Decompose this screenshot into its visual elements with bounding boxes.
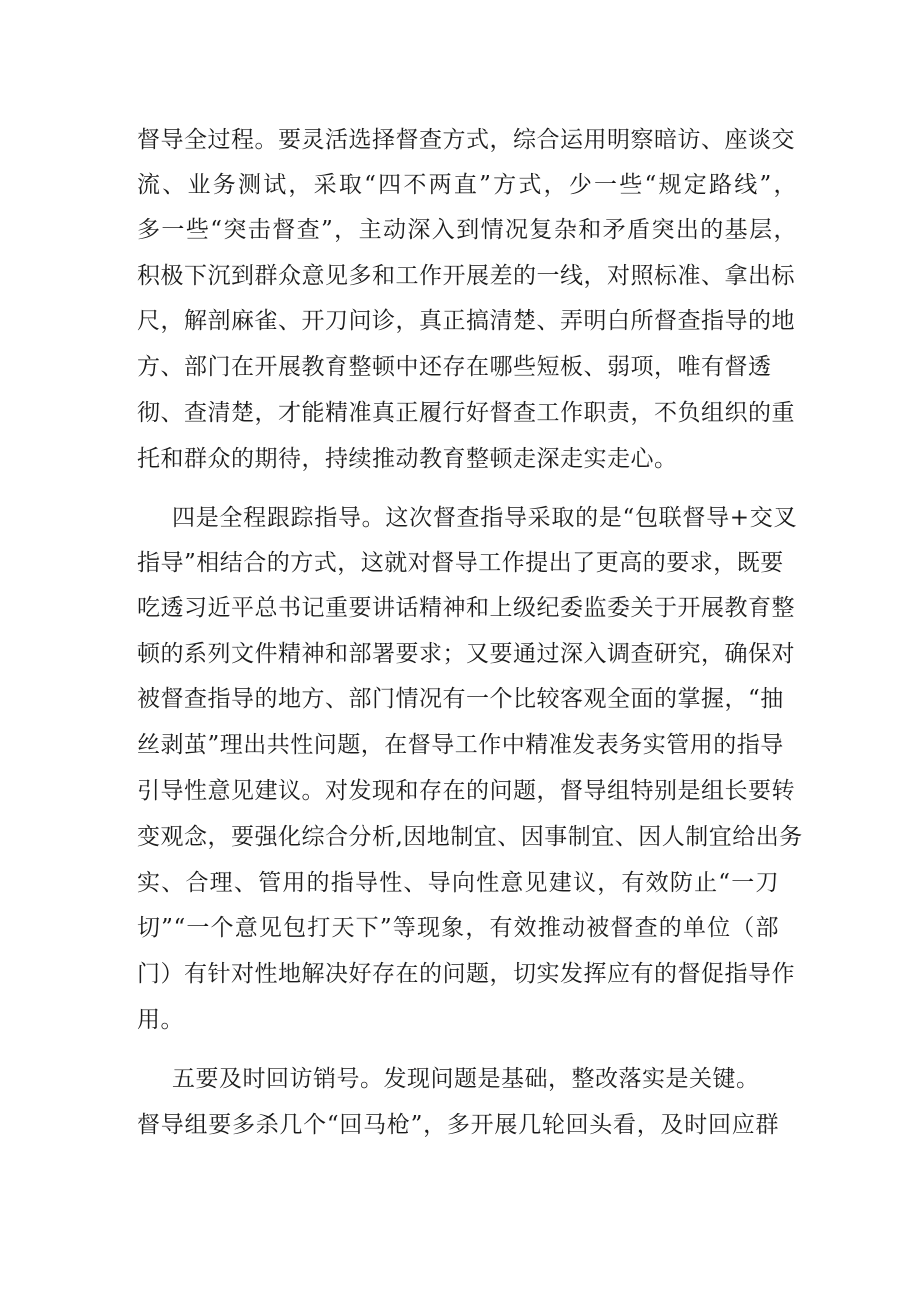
text-line-5: 尺，解剖麻雀、开刀问诊，真正搞清楚、弄明白所督查指导的地 xyxy=(137,308,795,334)
text-line-7: 彻、查清楚，才能精准真正履行好督查工作职责，不负组织的重 xyxy=(137,400,795,426)
text-line-20: 用。 xyxy=(137,1007,184,1033)
text-line-13: 被督查指导的地方、部门情况有一个比较客观全面的掌握，“抽 xyxy=(137,686,784,712)
text-line-19: 门）有针对性地解决好存在的问题，切实发挥应有的督促指导作 xyxy=(137,961,795,987)
text-line-4: 积极下沉到群众意见多和工作开展差的一线，对照标准、拿出标 xyxy=(137,263,795,289)
text-line-6: 方、部门在开展教育整顿中还存在哪些短板、弱项，唯有督透 xyxy=(137,354,772,380)
text-line-10: 指导”相结合的方式，这就对督导工作提出了更高的要求，既要 xyxy=(137,550,784,576)
text-line-15: 引导性意见建议。对发现和存在的问题，督导组特别是组长要转 xyxy=(137,778,795,804)
text-line-1: 督导全过程。要灵活选择督查方式，综合运用明察暗访、座谈交 xyxy=(137,127,795,153)
text-line-12: 顿的系列文件精神和部署要求；又要通过深入调查研究，确保对 xyxy=(137,641,795,667)
text-line-14: 丝剥茧”理出共性问题，在督导工作中精准发表务实管用的指导 xyxy=(137,732,784,758)
text-line-3: 多一些“突击督查”，主动深入到情况复杂和矛盾突出的基层， xyxy=(137,217,797,243)
text-line-11: 吃透习近平总书记重要讲话精神和上级纪委监委关于开展教育整 xyxy=(137,595,795,621)
text-line-17: 实、合理、管用的指导性、导向性意见建议，有效防止“一刀 xyxy=(137,870,779,896)
text-line-16: 变观念，要强化综合分析,因地制宜、因事制宜、因人制宜给出务 xyxy=(137,824,803,850)
text-line-22: 督导组要多杀几个“回马枪”，多开展几轮回头看，及时回应群 xyxy=(137,1112,779,1138)
text-line-2: 流、业务测试，采取“四不两直”方式，少一些“规定路线”， xyxy=(137,172,797,198)
text-line-21: 五要及时回访销号。发现问题是基础，整改落实是关键。 xyxy=(172,1066,760,1092)
text-line-18: 切”“一个意见包打天下”等现象，有效推动被督查的单位（部 xyxy=(137,915,779,941)
text-line-9: 四是全程跟踪指导。这次督查指导采取的是“包联督导+交叉 xyxy=(172,505,797,531)
text-line-8: 托和群众的期待，持续推动教育整顿走深走实走心。 xyxy=(137,446,678,472)
